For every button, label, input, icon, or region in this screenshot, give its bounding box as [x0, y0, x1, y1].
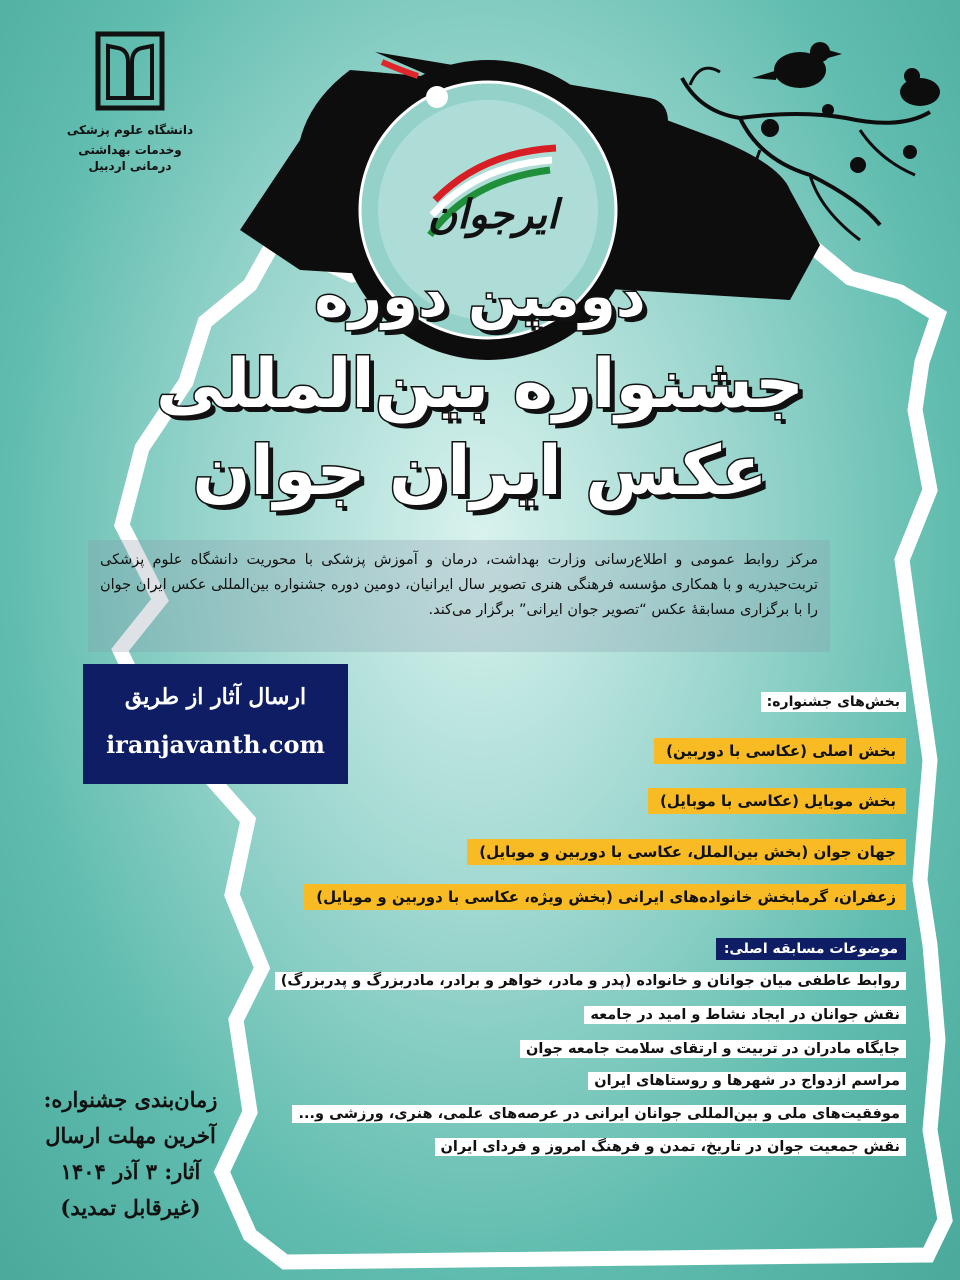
university-name-line2: وخدمات بهداشتی درمانی اردبیل	[78, 143, 182, 173]
section-item: جهان جوان (بخش بین‌الملل، عکاسی با دوربین و موبایل)	[467, 839, 906, 865]
topic-item: مراسم ازدواج در شهرها و روستاهای ایران	[588, 1072, 906, 1090]
emblem-text: ایرجوان	[427, 192, 559, 238]
timeline-heading: زمان‌بندی جشنواره:	[43, 1087, 218, 1112]
section-item: بخش اصلی (عکاسی با دوربین)	[654, 738, 906, 764]
section-item: بخش موبایل (عکاسی با موبایل)	[648, 788, 906, 814]
intro-paragraph: مرکز روابط عمومی و اطلاع‌رسانی وزارت بهداشت، درمان و آموزش پزشکی با محوریت دانشگاه علوم پزشکی تربت‌حیدریه و با همکاری مؤسسه فرهنگی هنری تصویر سال ایرانیان، دومین دوره جشنواره بین‌المللی عکس ایران جوان را با برگزاری مسابقهٔ عکس “تصویر جوان ایرانی” برگزار می‌کند.	[88, 540, 830, 652]
topics-heading: موضوعات مسابقه اصلی:	[716, 938, 906, 960]
topic-item: نقش جوانان در ایجاد نشاط و امید در جامعه	[584, 1006, 906, 1024]
title-line2: جشنواره بین‌المللی	[155, 345, 805, 424]
timeline-note: (غیرقابل تمدید)	[60, 1195, 201, 1220]
timeline-deadline-date: آثار: ۳ آذر ۱۴۰۴	[60, 1159, 201, 1184]
university-emblem-icon	[94, 28, 166, 114]
university-logo	[60, 28, 200, 174]
university-name-line1: دانشگاه علوم پزشکی	[66, 123, 194, 137]
submission-box	[83, 664, 348, 784]
topic-item: موفقیت‌های ملی و بین‌المللی جوانان ایرانی در عرصه‌های علمی، هنری، ورزشی و...	[292, 1105, 906, 1123]
timeline-deadline-label: آخرین مهلت ارسال	[45, 1123, 216, 1148]
sections-heading: بخش‌های جشنواره:	[761, 692, 906, 712]
submission-label: ارسال آثار از طریق	[124, 684, 307, 710]
topic-item: روابط عاطفی میان جوانان و خانواده (پدر و مادر، خواهر و برادر، مادربزرگ و پدربزرگ)	[275, 972, 906, 990]
section-item: زعفران، گرمابخش خانواده‌های ایرانی (بخش ویژه، عکاسی با دوربین و موبایل)	[304, 884, 906, 910]
topic-item: نقش جمعیت جوان در تاریخ، تمدن و فرهنگ امروز و فردای ایران	[435, 1138, 906, 1156]
title-line1: دومین دوره	[314, 262, 646, 330]
title-line3: عکس ایران جوان	[192, 432, 768, 511]
topic-item: جایگاه مادران در تربیت و ارتقای سلامت جامعه جوان	[520, 1040, 906, 1058]
timeline-block	[28, 1082, 233, 1226]
submission-url-link[interactable]: iranjavanth.com	[106, 730, 325, 759]
